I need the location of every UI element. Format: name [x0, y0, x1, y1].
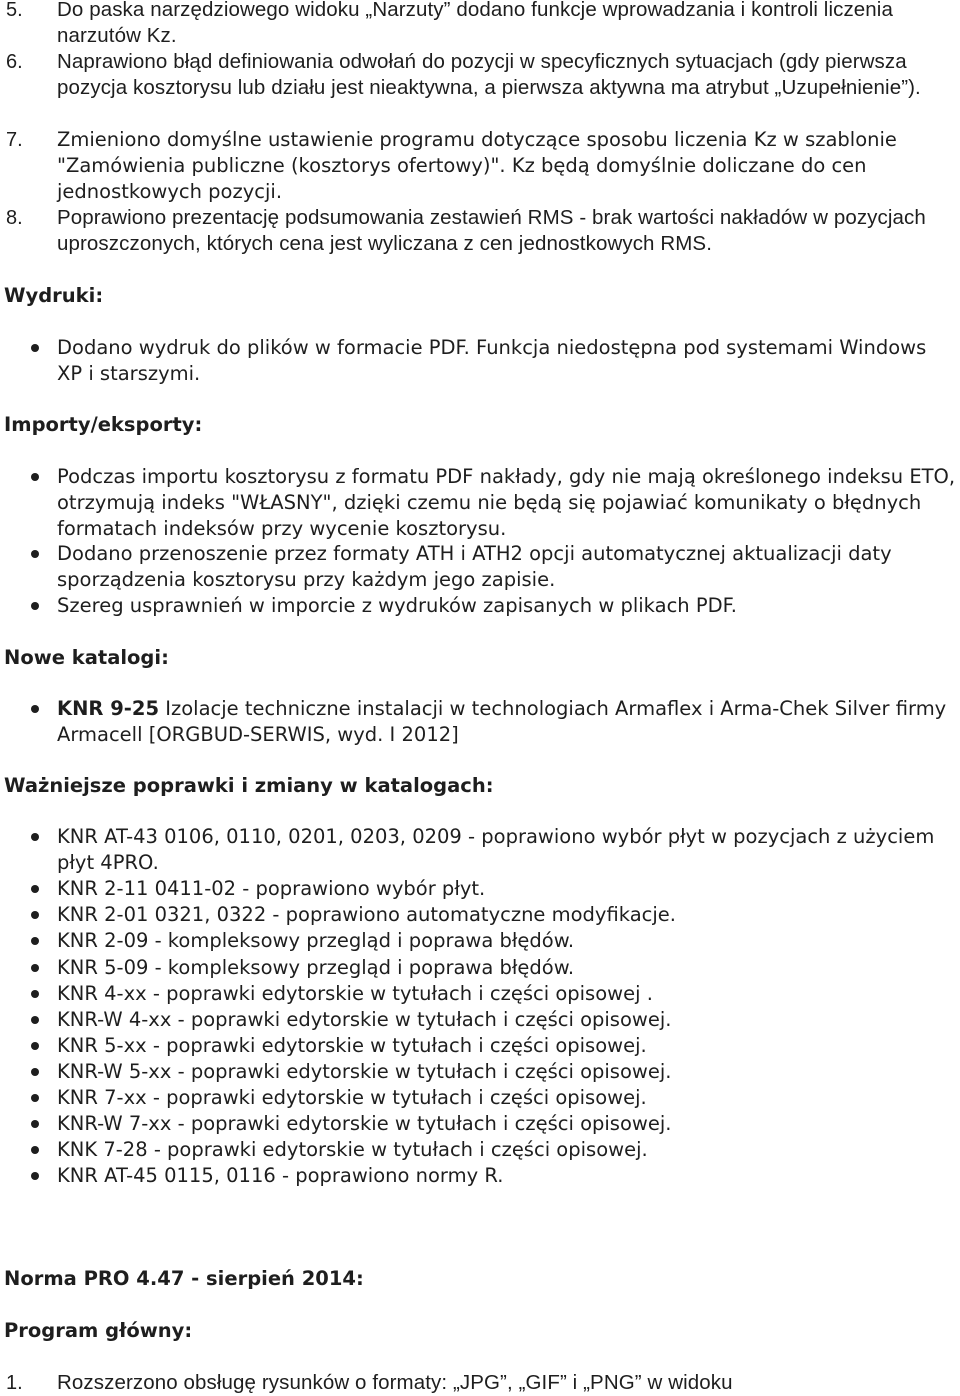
- catalog-code: KNR 9-25: [57, 697, 160, 720]
- list-item: [0, 981, 960, 1007]
- item-text: Dodano przenoszenie przez formaty ATH i ATH2 opcji automatycznej aktualizacji daty sporządzenia kosztorysu przy każdym jego zapisie.: [57, 542, 892, 591]
- item-text: Dodano wydruk do plików w formacie PDF. Funkcja niedostępna pod systemami Windows XP i starszymi.: [57, 336, 927, 385]
- item-text: KNR 7-xx - poprawki edytorskie w tytułach i części opisowej.: [57, 1086, 647, 1109]
- bullet-icon: [31, 885, 39, 893]
- bullet-icon: [31, 1068, 39, 1076]
- bullet-icon: [31, 1042, 39, 1050]
- item-text: [57, 696, 957, 748]
- list-item: [0, 876, 960, 902]
- list-item: [0, 696, 960, 748]
- list-item: [0, 1163, 960, 1189]
- item-text: Do paska narzędziowego widoku „Narzuty” dodano funkcje wprowadzania i kontroli liczenia narzutów Kz.: [57, 0, 893, 47]
- item-text: KNR-W 7-xx - poprawki edytorskie w tytułach i części opisowej.: [57, 1112, 672, 1135]
- list-item: [0, 1033, 960, 1059]
- bullet-icon: [31, 344, 39, 352]
- item-text: KNR 2-09 - kompleksowy przegląd i poprawa błędów.: [57, 929, 575, 952]
- item-text: KNK 7-28 - poprawki edytorskie w tytułach i części opisowej.: [57, 1138, 648, 1161]
- item-text: KNR-W 4-xx - poprawki edytorskie w tytułach i części opisowej.: [57, 1008, 672, 1031]
- section-heading-importy: Importy/eksporty:: [4, 413, 203, 436]
- list-item: [0, 1007, 960, 1033]
- release-title: Norma PRO 4.47 - sierpień 2014:: [4, 1267, 364, 1290]
- list-item: [0, 1085, 960, 1111]
- change-item: [0, 0, 960, 49]
- list-item: [0, 1111, 960, 1137]
- list-item: [0, 464, 960, 542]
- item-number: 5.: [6, 0, 23, 21]
- list-item: [0, 1059, 960, 1085]
- bullet-icon: [31, 550, 39, 558]
- item-text: Poprawiono prezentację podsumowania zestawień RMS - brak wartości nakładów w pozycjach uproszczonych, których cena jest wyliczana z cen jednostkowych RMS.: [57, 206, 926, 255]
- list-item: [0, 955, 960, 981]
- item-text: KNR 5-xx - poprawki edytorskie w tytułach i części opisowej.: [57, 1034, 647, 1057]
- change-item: [0, 127, 960, 205]
- bullet-icon: [31, 473, 39, 481]
- item-number: 8.: [6, 207, 23, 229]
- section-heading-program: Program główny:: [4, 1319, 193, 1342]
- change-item: [0, 49, 960, 127]
- bullet-icon: [31, 1016, 39, 1024]
- item-text: Zmieniono domyślne ustawienie programu dotyczące sposobu liczenia Kz w szablonie "Zamówienia publiczne (kosztorys ofertowy)". Kz będą domyślnie doliczane do cen jednostkowych pozycji.: [57, 128, 897, 203]
- list-item: [0, 1137, 960, 1163]
- item-number: 1.: [6, 1372, 23, 1394]
- list-item: [0, 541, 960, 593]
- item-number: 7.: [6, 129, 23, 151]
- item-text: Szereg usprawnień w imporcie z wydruków zapisanych w plikach PDF.: [57, 594, 737, 617]
- list-item: [0, 593, 960, 619]
- bullet-icon: [31, 602, 39, 610]
- bullet-icon: [31, 1172, 39, 1180]
- item-text: KNR AT-45 0115, 0116 - poprawiono normy R.: [57, 1164, 504, 1187]
- item-text: Naprawiono błąd definiowania odwołań do pozycji w specyficznych sytuacjach (gdy pierwsza pozycja kosztorysu lub działu jest nieaktywna, a pierwsza aktywna ma atrybut „Uzupełnienie”).: [57, 50, 921, 99]
- item-text: KNR 2-11 0411-02 - poprawiono wybór płyt.: [57, 877, 486, 900]
- bullet-icon: [31, 1146, 39, 1154]
- section-heading-wydruki: Wydruki:: [4, 284, 104, 307]
- bullet-icon: [31, 705, 39, 713]
- list-item: [0, 902, 960, 928]
- item-text: Podczas importu kosztorysu z formatu PDF nakłady, gdy nie mają określonego indeksu ETO, otrzymują indeks "WŁASNY", dzięki czemu nie będą się pojawiać komunikaty o błędnych formatach indeksów przy wycenie kosztorysu.: [57, 465, 956, 540]
- bullet-icon: [31, 911, 39, 919]
- item-text: KNR AT-43 0106, 0110, 0201, 0203, 0209 - poprawiono wybór płyt w pozycjach z użyciem płyt 4PRO.: [57, 825, 935, 874]
- catalog-description: Izolacje techniczne instalacji w technologiach Armaflex i Arma-Chek Silver firmy Armacell [ORGBUD-SERWIS, wyd. I 2012]: [57, 697, 947, 746]
- list-item: [0, 824, 960, 876]
- bullet-icon: [31, 990, 39, 998]
- item-text: KNR-W 5-xx - poprawki edytorskie w tytułach i części opisowej.: [57, 1060, 672, 1083]
- section-heading-katalogi: Nowe katalogi:: [4, 646, 169, 669]
- list-item: [0, 928, 960, 954]
- bullet-icon: [31, 937, 39, 945]
- change-item: [0, 1370, 960, 1396]
- item-text: Rozszerzono obsługę rysunków o formaty: „JPG”, „GIF” i „PNG” w widoku: [57, 1371, 733, 1394]
- bullet-icon: [31, 833, 39, 841]
- change-item: [0, 205, 960, 257]
- item-number: 6.: [6, 51, 23, 73]
- bullet-icon: [31, 964, 39, 972]
- section-heading-poprawki: Ważniejsze poprawki i zmiany w katalogach:: [4, 774, 494, 797]
- item-text: KNR 2-01 0321, 0322 - poprawiono automatyczne modyfikacje.: [57, 903, 676, 926]
- item-text: KNR 5-09 - kompleksowy przegląd i poprawa błędów.: [57, 956, 575, 979]
- item-text: KNR 4-xx - poprawki edytorskie w tytułach i części opisowej .: [57, 982, 653, 1005]
- list-item: [0, 335, 960, 387]
- bullet-icon: [31, 1094, 39, 1102]
- bullet-icon: [31, 1120, 39, 1128]
